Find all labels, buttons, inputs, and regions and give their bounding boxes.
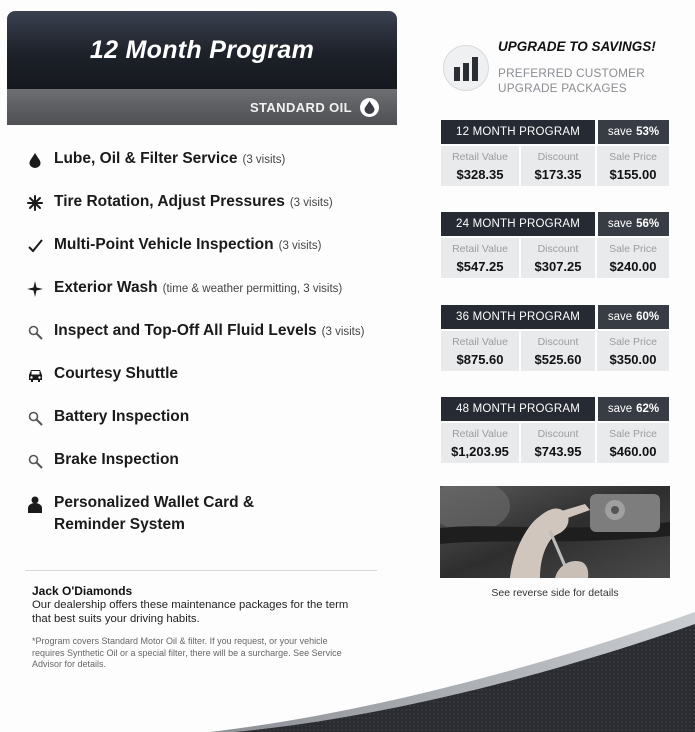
service-item (26, 451, 179, 470)
discount-cell: Discount $525.60 (521, 331, 595, 371)
sale-price-cell: Sale Price $460.00 (597, 423, 669, 463)
service-item (26, 150, 285, 169)
mechanic-photo (440, 486, 670, 578)
discount-cell: Discount $307.25 (521, 238, 595, 278)
service-note: (3 visits) (321, 326, 365, 338)
service-label: Inspect and Top-Off All Fluid Levels (3 visits) (54, 322, 365, 339)
package-card (441, 397, 669, 463)
dealer-description: Our dealership offers these maintenance packages for the term that best suits your driving habits. (32, 599, 349, 625)
oil-type-label: STANDARD OIL (249, 99, 352, 115)
save-badge: save 53% (598, 120, 669, 144)
retail-value-cell: Retail Value $547.25 (441, 238, 519, 278)
save-badge: save 62% (598, 397, 669, 421)
magnifier-icon (26, 452, 44, 470)
magnifier-icon (26, 323, 44, 341)
package-card (441, 212, 669, 278)
sale-price-cell: Sale Price $155.00 (597, 146, 669, 186)
retail-value-cell: Retail Value $328.35 (441, 146, 519, 186)
sparkle-icon (26, 280, 44, 298)
section-divider (25, 570, 377, 571)
magnifier-icon (26, 409, 44, 427)
service-note: (3 visits) (242, 154, 286, 166)
program-title: 12 Month Program (89, 35, 315, 64)
service-label: Courtesy Shuttle (54, 365, 179, 382)
service-label: Lube, Oil & Filter Service (3 visits) (54, 150, 286, 167)
upgrade-title: UPGRADE TO SAVINGS! (498, 39, 656, 54)
sale-price-cell: Sale Price $350.00 (597, 331, 669, 371)
service-label: Personalized Wallet Card & Reminder System (54, 494, 255, 533)
service-item (26, 193, 333, 212)
program-header-top (7, 11, 397, 89)
service-item (26, 322, 364, 341)
service-item (26, 236, 321, 255)
program-header-band (7, 89, 397, 125)
upgrade-subtitle: PREFERRED CUSTOMER UPGRADE PACKAGES (498, 66, 645, 95)
service-label: Battery Inspection (54, 408, 190, 425)
save-badge: save 60% (598, 305, 669, 329)
dealer-info (32, 584, 362, 671)
sale-price-cell: Sale Price $240.00 (597, 238, 669, 278)
service-note: (time & weather permitting, 3 visits) (162, 283, 343, 295)
program-header (7, 11, 397, 125)
checkmark-icon (26, 237, 44, 255)
dealer-name: Jack O'Diamonds (32, 584, 133, 598)
service-note: (3 visits) (278, 240, 322, 252)
snowflake-icon (26, 194, 44, 212)
bar-chart-icon (443, 45, 489, 91)
package-card (441, 120, 669, 186)
oil-drop-icon (26, 151, 44, 169)
service-label: Tire Rotation, Adjust Pressures (3 visits) (54, 193, 333, 210)
service-item (26, 494, 254, 534)
oil-drop-icon (360, 98, 379, 117)
package-name: 36 MONTH PROGRAM (441, 305, 595, 329)
discount-cell: Discount $173.35 (521, 146, 595, 186)
retail-value-cell: Retail Value $875.60 (441, 331, 519, 371)
retail-value-cell: Retail Value $1,203.95 (441, 423, 519, 463)
service-note: (3 visits) (289, 197, 333, 209)
service-label: Multi-Point Vehicle Inspection (3 visits) (54, 236, 322, 253)
package-name: 12 MONTH PROGRAM (441, 120, 595, 144)
service-item (26, 365, 178, 384)
service-label: Exterior Wash (time & weather permitting, 3 visits) (54, 279, 343, 296)
package-name: 24 MONTH PROGRAM (441, 212, 595, 236)
package-name: 48 MONTH PROGRAM (441, 397, 595, 421)
car-icon (26, 366, 44, 384)
discount-cell: Discount $743.95 (521, 423, 595, 463)
service-item (26, 408, 189, 427)
service-label: Brake Inspection (54, 451, 179, 468)
save-badge: save 56% (598, 212, 669, 236)
disclaimer: *Program covers Standard Motor Oil & filter. If you request, or your vehicle requires Synthetic Oil or a special filter, there will be a surcharge. See Service Advisor for details. (32, 636, 342, 669)
photo-caption: See reverse side for details (491, 587, 619, 599)
package-card (441, 305, 669, 371)
person-icon (26, 495, 44, 513)
service-item (26, 279, 342, 298)
